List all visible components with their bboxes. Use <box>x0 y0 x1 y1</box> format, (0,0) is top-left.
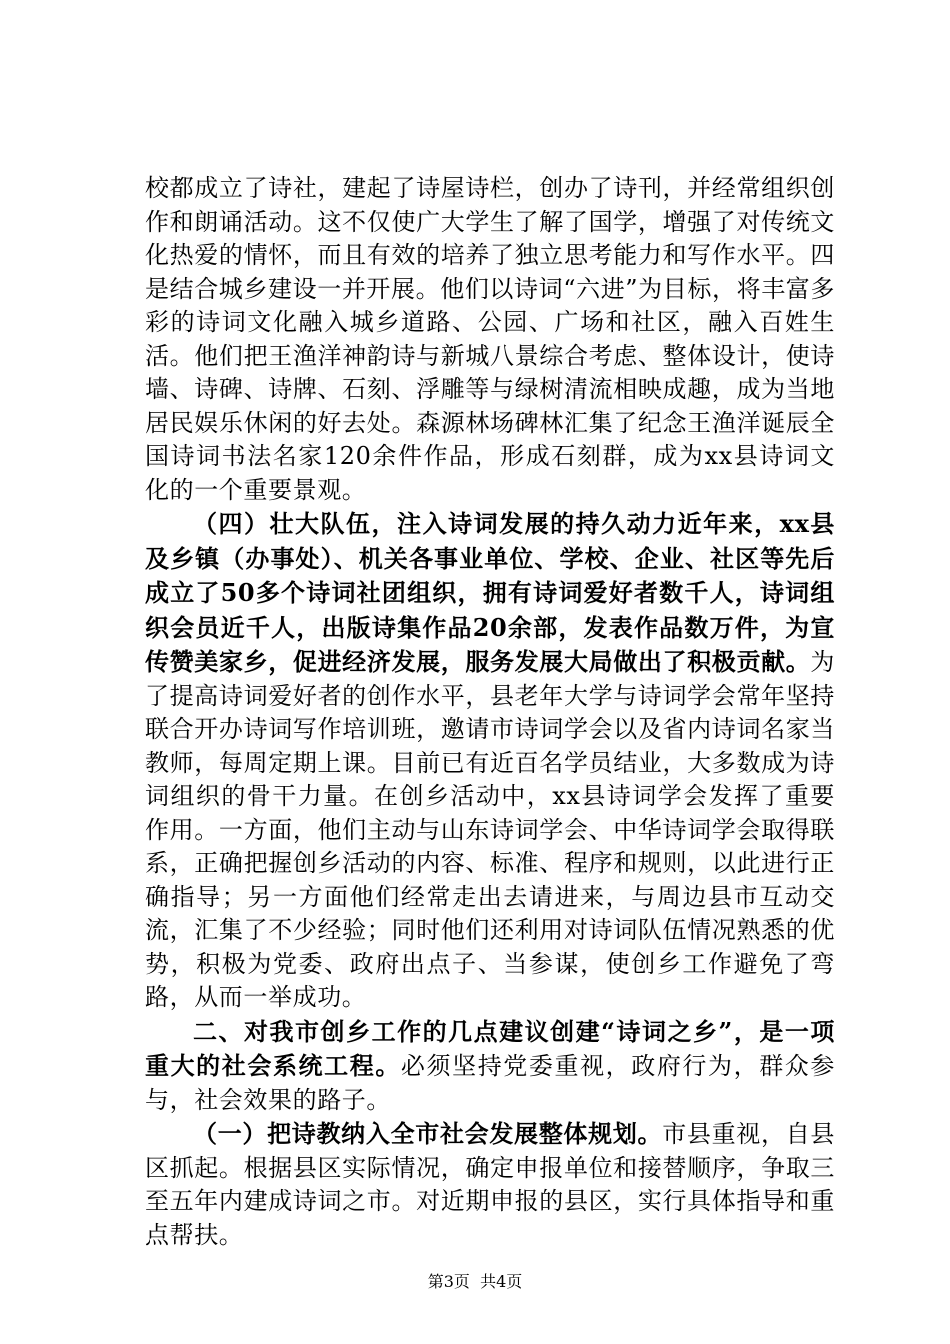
paragraph-text: 为了提高诗词爱好者的创作水平，县老年大学与诗词学会常年坚持联合开办诗词写作培训班，邀请市诗词学会以及省内诗词名家当教师，每周定期上课。目前已有近百名学员结业，大多数成为诗词组织的骨干力量。在创乡活动中，xx县诗词学会发挥了重要作用。一方面，他们主动与山东诗词学会、中华诗词学会取得联系，正确把握创乡活动的内容、标准、程序和规则，以此进行正确指导；另一方面他们经常走出去请进来，与周边县市互动交流，汇集了不少经验；同时他们还利用对诗词队伍情况熟悉的优势，积极为党委、政府出点子、当参谋，使创乡工作避免了弯路，从而一举成功。 <box>145 648 835 1011</box>
total-pages: 共4页 <box>480 1272 523 1291</box>
paragraph-heading-text: （四）壮大队伍，注入诗词发展的持久动力近年来，xx县及乡镇（办事处）、机关各事业单位、学校、企业、社区等先后成立了50多个诗词社团组织，拥有诗词爱好者数千人，诗词组织会员近千人，出版诗集作品20余部，发表作品数万件，为宣传赞美家乡，促进经济发展，服务发展大局做出了积极贡献。 <box>145 509 835 676</box>
paragraph-text: 必须坚持党委重视，政府行为，群众参与，社会效果的路子。 <box>145 1052 835 1114</box>
paragraph-school-poetry <box>145 172 835 507</box>
document-body <box>145 172 835 1252</box>
paragraph-suggestions <box>145 1015 835 1118</box>
section-heading-text: 二、对我市创乡工作的几点建议创建“诗词之乡”，是一项重大的社会系统工程。 <box>145 1016 835 1080</box>
paragraph-text: 校都成立了诗社，建起了诗屋诗栏，创办了诗刊，并经常组织创作和朗诵活动。这不仅使广大学生了解了国学，增强了对传统文化热爱的情怀，而且有效的培养了独立思考能力和写作水平。四是结合城乡建设一并开展。他们以诗词“六进”为目标，将丰富多彩的诗词文化融入城乡道路、公园、广场和社区，融入百姓生活。他们把王渔洋神韵诗与新城八景综合考虑、整体设计，使诗墙、诗碑、诗牌、石刻、浮雕等与绿树清流相映成趣，成为当地居民娱乐休闲的好去处。森源林场碑林汇集了纪念王渔洋诞辰全国诗词书法名家120余件作品，形成石刻群，成为xx县诗词文化的一个重要景观。 <box>145 174 835 504</box>
paragraph-planning <box>145 1117 835 1252</box>
subsection-heading-text: （一）把诗教纳入全市社会发展整体规划。 <box>193 1119 663 1148</box>
paragraph-team-building <box>145 507 835 1015</box>
paragraph-text: 市县重视，自县区抓起。根据县区实际情况，确定申报单位和接替顺序，争取三至五年内建成诗词之市。对近期申报的县区，实行具体指导和重点帮扶。 <box>145 1120 835 1249</box>
page-footer <box>0 1272 950 1292</box>
page-number: 第3页 <box>427 1272 470 1291</box>
